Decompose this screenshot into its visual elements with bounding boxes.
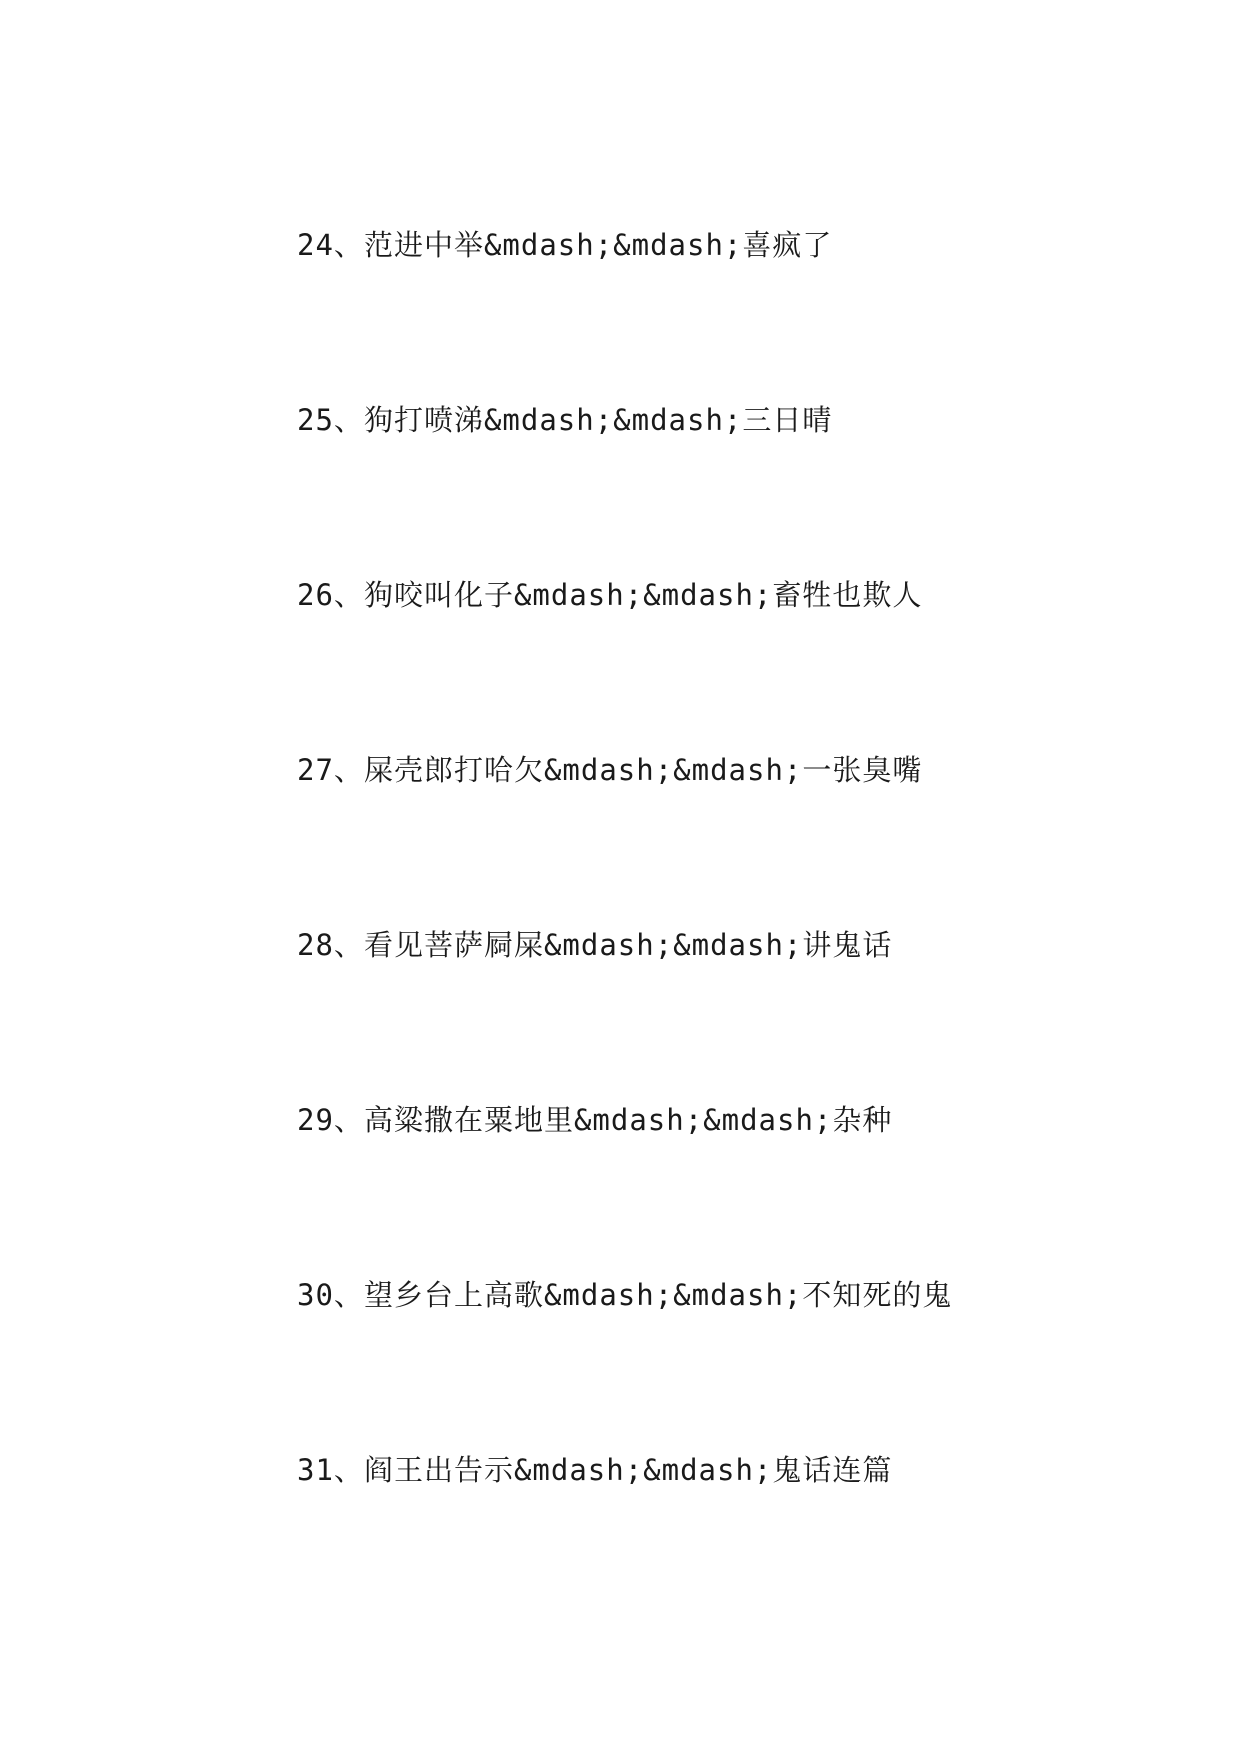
item-number: 25 <box>297 403 334 437</box>
list-item <box>297 1100 892 1140</box>
list-item <box>297 1450 892 1490</box>
item-text: 狗打喷涕&mdash;&mdash;三日晴 <box>363 403 833 437</box>
list-item <box>297 575 922 615</box>
item-separator: 、 <box>333 1453 364 1487</box>
item-number: 28 <box>297 928 334 962</box>
item-text: 高粱撒在粟地里&mdash;&mdash;杂种 <box>363 1103 893 1137</box>
item-text: 屎壳郎打哈欠&mdash;&mdash;一张臭嘴 <box>363 753 923 787</box>
item-separator: 、 <box>333 228 364 262</box>
item-number: 24 <box>297 228 334 262</box>
item-separator: 、 <box>333 403 364 437</box>
list-item <box>297 1275 952 1315</box>
item-number: 29 <box>297 1103 334 1137</box>
item-number: 26 <box>297 578 334 612</box>
item-separator: 、 <box>333 1103 364 1137</box>
item-separator: 、 <box>333 1278 364 1312</box>
item-number: 31 <box>297 1453 334 1487</box>
item-separator: 、 <box>333 753 364 787</box>
item-text: 狗咬叫化子&mdash;&mdash;畜牲也欺人 <box>363 578 923 612</box>
item-text: 阎王出告示&mdash;&mdash;鬼话连篇 <box>363 1453 893 1487</box>
list-item <box>297 750 922 790</box>
item-text: 望乡台上高歌&mdash;&mdash;不知死的鬼 <box>363 1278 953 1312</box>
item-number: 27 <box>297 753 334 787</box>
list-item <box>297 225 832 265</box>
item-separator: 、 <box>333 578 364 612</box>
list-item <box>297 400 832 440</box>
item-number: 30 <box>297 1278 334 1312</box>
item-separator: 、 <box>333 928 364 962</box>
list-item <box>297 925 892 965</box>
item-text: 看见菩萨屙屎&mdash;&mdash;讲鬼话 <box>363 928 893 962</box>
item-text: 范进中举&mdash;&mdash;喜疯了 <box>363 228 833 262</box>
